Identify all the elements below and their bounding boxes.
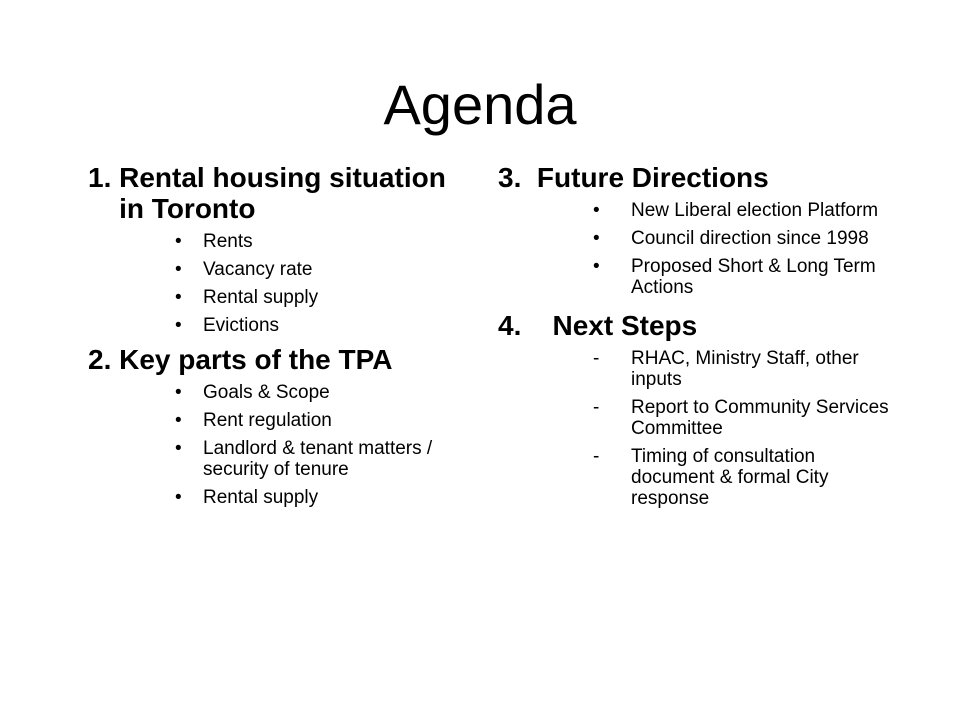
list-item-text: Report to Community Services Committee	[631, 397, 889, 439]
section-number: 4.	[498, 310, 553, 341]
left-column	[88, 162, 468, 508]
bullet-icon: •	[175, 287, 182, 308]
dash-icon: -	[593, 446, 600, 467]
slide-title: Agenda	[383, 73, 577, 136]
bullet-icon: •	[175, 259, 182, 280]
list-item-text: Goals & Scope	[203, 382, 330, 403]
section-title: Rental housing situation in Toronto	[119, 162, 446, 224]
dash-icon: -	[593, 348, 600, 369]
bullet-icon: •	[593, 256, 600, 277]
section-title: Key parts of the TPA	[119, 344, 393, 375]
bullet-icon: •	[175, 231, 182, 252]
bullet-icon: •	[175, 382, 182, 403]
list-item	[175, 487, 468, 508]
list-item	[593, 446, 898, 509]
list-item	[593, 256, 898, 298]
list-item	[175, 287, 468, 308]
tpa-list	[175, 382, 468, 508]
list-item-text: Rents	[203, 231, 253, 252]
bullet-icon: •	[593, 228, 600, 249]
bullet-icon: •	[175, 315, 182, 336]
list-item-text: Rent regulation	[203, 410, 332, 431]
list-item-text: Rental supply	[203, 287, 319, 308]
list-item	[593, 348, 898, 390]
list-item-text: Timing of consultation document & formal City response	[631, 446, 829, 509]
bullet-icon: •	[593, 200, 600, 221]
bullet-icon: •	[175, 410, 182, 431]
list-item-text: RHAC, Ministry Staff, other inputs	[631, 348, 859, 390]
section-title: Next Steps	[552, 310, 698, 341]
rental-housing-list	[175, 231, 468, 336]
section-number: 2.	[88, 344, 120, 375]
list-item	[175, 259, 468, 280]
section-title: Future Directions	[536, 162, 769, 193]
dash-icon: -	[593, 397, 600, 418]
future-directions-list	[593, 200, 898, 298]
section-heading-tpa	[88, 344, 468, 375]
list-item	[175, 315, 468, 336]
section-heading-rental-housing	[88, 162, 468, 224]
list-item	[175, 410, 468, 431]
list-item-text: Vacancy rate	[203, 259, 313, 280]
list-item	[593, 397, 898, 439]
list-item-text: Evictions	[203, 315, 280, 336]
bullet-icon: •	[175, 438, 182, 459]
list-item	[175, 382, 468, 403]
list-item	[175, 231, 468, 252]
section-heading-next-steps	[498, 310, 898, 341]
section-heading-future-directions	[498, 162, 898, 193]
list-item-text: Proposed Short & Long Term Actions	[631, 256, 876, 298]
list-item-text: Rental supply	[203, 487, 319, 508]
right-column	[498, 162, 898, 509]
list-item-text: New Liberal election Platform	[631, 200, 879, 221]
next-steps-list	[593, 348, 898, 509]
list-item	[593, 200, 898, 221]
list-item-text: Landlord & tenant matters / security of tenure	[203, 438, 433, 480]
list-item	[593, 228, 898, 249]
list-item	[175, 438, 468, 480]
section-number: 3.	[498, 162, 537, 193]
list-item-text: Council direction since 1998	[631, 228, 869, 249]
section-number: 1.	[88, 162, 120, 193]
bullet-icon: •	[175, 487, 182, 508]
